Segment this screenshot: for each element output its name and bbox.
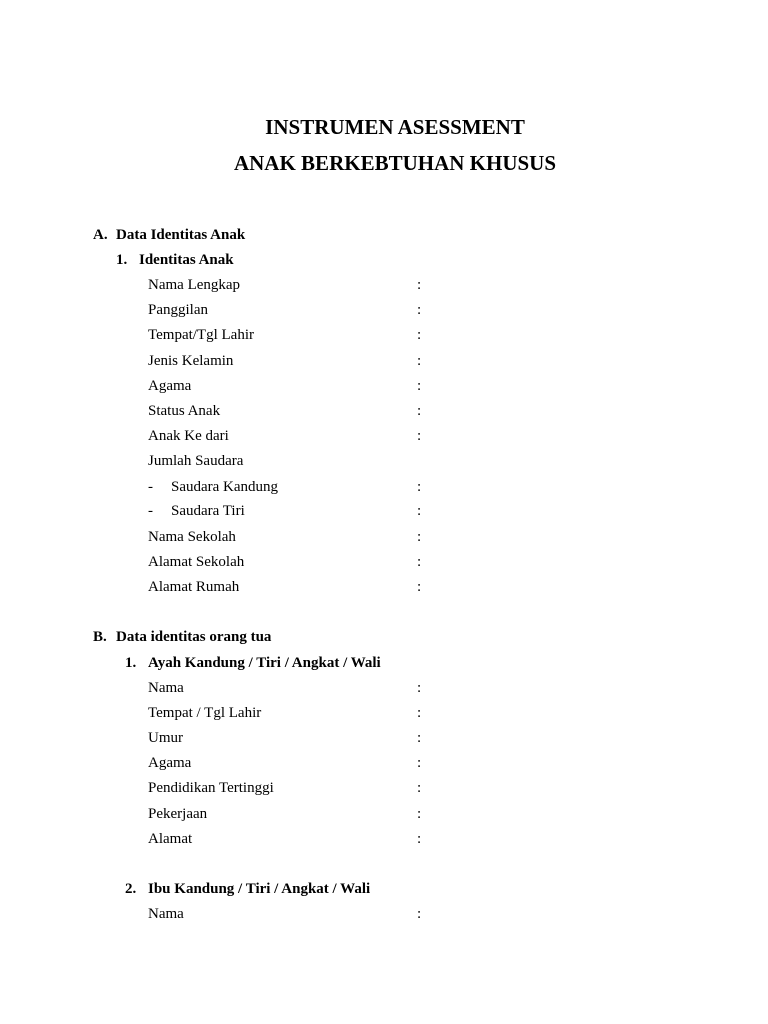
section-b-sub-1-heading: Ayah Kandung / Tiri / Angkat / Wali — [148, 655, 381, 671]
field-colon: : — [417, 705, 422, 721]
field-colon: : — [417, 353, 422, 369]
field-label-anak-ke-dari: Anak Ke dari — [148, 428, 229, 444]
field-colon: : — [417, 378, 422, 394]
field-label-ayah-nama: Nama — [148, 680, 184, 696]
field-colon: : — [417, 730, 422, 746]
field-label-panggilan: Panggilan — [148, 302, 208, 318]
field-label-ibu-nama: Nama — [148, 906, 184, 922]
field-label-jenis-kelamin: Jenis Kelamin — [148, 353, 234, 369]
field-label-ayah-agama: Agama — [148, 755, 192, 771]
document-subtitle: ANAK BERKEBTUHAN KHUSUS — [233, 151, 557, 175]
field-label-alamat-rumah: Alamat Rumah — [148, 579, 240, 595]
field-label-agama: Agama — [148, 378, 192, 394]
field-label-ayah-alamat: Alamat — [148, 831, 193, 847]
field-label-status-anak: Status Anak — [148, 403, 221, 419]
field-colon: : — [417, 755, 422, 771]
section-b-sub-2-number: 2. — [125, 881, 137, 897]
field-colon: : — [417, 302, 422, 318]
field-label-ayah-pekerjaan: Pekerjaan — [148, 806, 208, 822]
field-label-saudara-tiri: Saudara Tiri — [171, 503, 245, 519]
field-label-tempat-tgl-lahir: Tempat/Tgl Lahir — [148, 327, 254, 343]
section-a-sub-1-heading: Identitas Anak — [139, 252, 234, 268]
field-label-ayah-pendidikan-tertinggi: Pendidikan Tertinggi — [148, 780, 274, 796]
field-colon: : — [417, 428, 422, 444]
field-colon: : — [417, 327, 422, 343]
field-colon: : — [417, 780, 422, 796]
list-dash: - — [148, 479, 153, 495]
section-a-sub-1-number: 1. — [116, 252, 128, 268]
field-colon: : — [417, 277, 422, 293]
field-label-nama-lengkap: Nama Lengkap — [148, 277, 241, 293]
field-colon: : — [417, 680, 422, 696]
field-colon: : — [417, 403, 422, 419]
section-b-heading: Data identitas orang tua — [116, 629, 272, 645]
field-colon: : — [417, 554, 422, 570]
field-label-ayah-umur: Umur — [148, 730, 183, 746]
field-colon: : — [417, 503, 422, 519]
field-colon: : — [417, 806, 422, 822]
section-a-letter: A. — [93, 227, 108, 243]
section-b-sub-1-number: 1. — [125, 655, 137, 671]
field-label-nama-sekolah: Nama Sekolah — [148, 529, 236, 545]
section-b-letter: B. — [93, 629, 107, 645]
field-label-saudara-kandung: Saudara Kandung — [171, 479, 279, 495]
field-colon: : — [417, 579, 422, 595]
field-label-ayah-tempat-tgl-lahir: Tempat / Tgl Lahir — [148, 705, 262, 721]
section-a-heading: Data Identitas Anak — [116, 227, 246, 243]
list-dash: - — [148, 503, 153, 519]
section-b-sub-2-heading: Ibu Kandung / Tiri / Angkat / Wali — [148, 881, 371, 897]
field-label-jumlah-saudara: Jumlah Saudara — [148, 453, 244, 469]
field-colon: : — [417, 479, 422, 495]
field-label-alamat-sekolah: Alamat Sekolah — [148, 554, 245, 570]
document-title: INSTRUMEN ASESSMENT — [265, 115, 525, 139]
field-colon: : — [417, 529, 422, 545]
field-colon: : — [417, 906, 422, 922]
field-colon: : — [417, 831, 422, 847]
